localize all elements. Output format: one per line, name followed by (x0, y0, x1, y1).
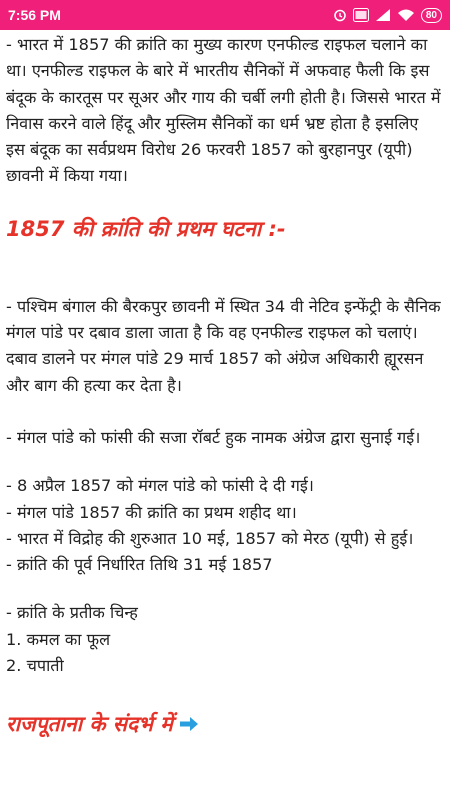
list-item: - 8 अप्रैल 1857 को मंगल पांडे को फांसी दे दी गई। (6, 476, 314, 496)
paragraph-sentence: - मंगल पांडे को फांसी की सजा रॉबर्ट हुक नामक अंग्रेज द्वारा सुनाई गई। (6, 427, 421, 447)
paragraph-cause: - भारत में 1857 की क्रांति का मुख्य कारण एनफील्ड राइफल चलाने का था। एनफील्ड राइफल के बारे में भारतीय सैनिकों में अफवाह फैली कि इस बंदूक के कारतूस पर सूअर और गाय की चर्बी लगी होती है। जिससे भारत में निवास करने वाले हिंदू और मुस्लिम सैनिकों का धर्म भ्रष्ट होता है इसलिए इस बंदूक का सर्वप्रथम विरोध 26 फरवरी 1857 को बुरहानपुर (यूपी) छावनी में किया गया। (6, 35, 441, 186)
list-item: - क्रांति की पूर्व निर्धारित तिथि 31 मई 1857 (6, 555, 273, 575)
volte-icon (353, 8, 369, 22)
article-content (0, 30, 450, 800)
status-bar (0, 0, 450, 30)
right-arrow-icon (179, 710, 199, 740)
facts-list (6, 473, 442, 578)
status-icons (333, 8, 442, 23)
battery-icon: 80 (421, 8, 442, 23)
heading-rajputana (6, 709, 442, 740)
signal-icon (375, 8, 391, 22)
paragraph-mangal-pandey: - पश्चिम बंगाल की बैरकपुर छावनी में स्थित 34 वी नेटिव इन्फेंट्री के सैनिक मंगल पांडे पर दबाव डाला जाता है कि वह एनफील्ड राइफल को चलाएं। दबाव डालने पर मंगल पांडे 29 मार्च 1857 को अंग्रेज अधिकारी ह्यूरसन और बाग की हत्या कर देता है। (6, 296, 441, 395)
heading-rajputana-text: राजपूताना के संदर्भ में (6, 712, 173, 737)
alarm-icon (333, 8, 347, 22)
list-item: 2. चपाती (6, 656, 64, 676)
list-item: 1. कमल का फूल (6, 629, 111, 649)
list-item: - मंगल पांडे 1857 की क्रांति का प्रथम शहीद था। (6, 502, 297, 522)
heading-first-event: 1857 की क्रांति की प्रथम घटना :- (6, 216, 286, 241)
status-time: 7:56 PM (8, 7, 61, 23)
list-item: - क्रांति के प्रतीक चिन्ह (6, 603, 138, 623)
wifi-icon (397, 8, 415, 22)
list-item: - भारत में विद्रोह की शुरुआत 10 मई, 1857 को मेरठ (यूपी) से हुई। (6, 528, 414, 548)
symbols-list (6, 600, 442, 679)
